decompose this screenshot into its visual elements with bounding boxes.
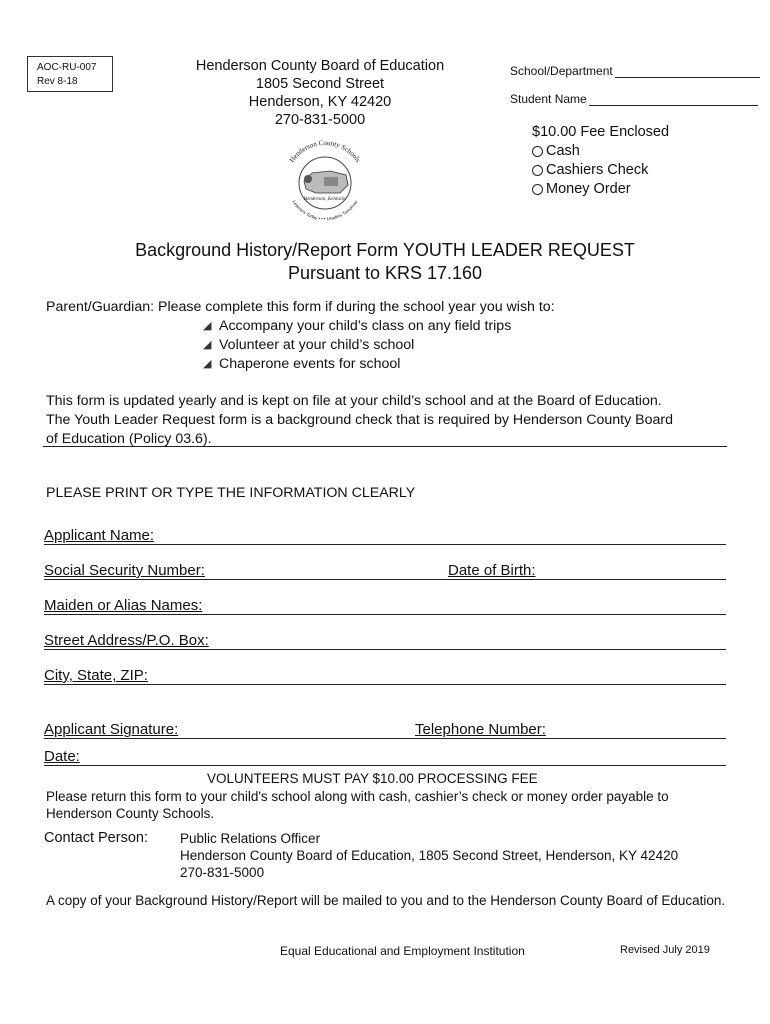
applicant-signature-label: Applicant Signature: (44, 721, 179, 738)
contact-label: Contact Person: (44, 830, 148, 846)
bullet-item: ◢ Chaperone events for school (203, 356, 401, 372)
city-state-zip-label: City, State, ZIP: (44, 667, 148, 684)
applicant-name-label: Applicant Name: (44, 527, 155, 544)
dob-label: Date of Birth: (448, 562, 536, 579)
form-code-box (27, 56, 113, 92)
school-seal-logo (270, 131, 380, 231)
contact-address: Henderson County Board of Education, 1805 Second Street, Henderson, KY 42420 (180, 848, 679, 863)
fee-option-cashiers-check[interactable]: Cashiers Check (532, 161, 669, 180)
radio-icon[interactable] (532, 146, 543, 157)
form-title (0, 239, 770, 285)
maiden-name-label: Maiden or Alias Names: (44, 597, 203, 614)
contact-details (180, 830, 678, 881)
svg-text:Henderson County Schools (288, 139, 362, 164)
ssn-field[interactable] (44, 562, 726, 580)
telephone-label: Telephone Number: (415, 721, 546, 738)
street-address-field[interactable] (44, 632, 726, 650)
contact-name: Public Relations Officer (180, 831, 321, 846)
school-department-label: School/Department (510, 64, 613, 78)
school-department-field[interactable] (510, 64, 760, 78)
seal-bottom-text: Learners Today • • • Leaders Tomorrow (291, 199, 359, 222)
fee-option-money-order[interactable]: Money Order (532, 180, 669, 199)
date-field[interactable] (44, 748, 726, 766)
contact-phone: 270-831-5000 (180, 865, 265, 880)
intro-lead: Parent/Guardian: Please complete this form if during the school year you wish to: (46, 299, 555, 315)
applicant-signature-field[interactable] (44, 721, 726, 739)
fee-notice: VOLUNTEERS MUST PAY $10.00 PROCESSING FEE (207, 771, 538, 786)
street-address-label: Street Address/P.O. Box: (44, 632, 209, 649)
seal-middle-text: Henderson, Kentucky (303, 197, 347, 202)
applicant-name-field[interactable] (44, 527, 726, 545)
svg-text:Learners Today • • • Leaders T (291, 199, 358, 221)
fee-heading: $10.00 Fee Enclosed (532, 124, 670, 140)
radio-icon[interactable] (532, 165, 543, 176)
bullet-item: ◢ Accompany your child’s class on any field trips (203, 318, 512, 334)
fee-section (532, 123, 669, 199)
intro-body: This form is updated yearly and is kept on file at your child’s school and at the Board of Education. The Youth Leader Request form is a background check that is required by Henderson County Board of Education (Policy 03.6). (46, 393, 673, 447)
org-phone: 270-831-5000 (274, 112, 366, 128)
org-street: 1805 Second Street (255, 76, 385, 92)
intro-section (46, 298, 746, 374)
org-name: Henderson County Board of Education (195, 58, 445, 74)
form-code: AOC-RU-007 (37, 62, 97, 73)
fee-option-cash[interactable]: Cash (532, 142, 669, 161)
print-instruction: PLEASE PRINT OR TYPE THE INFORMATION CLEARLY (46, 485, 416, 501)
form-title-line1: Background History/Report Form YOUTH LEADER REQUEST (135, 240, 635, 260)
form-title-line2: Pursuant to KRS 17.160 (287, 263, 483, 283)
bullet-icon: ◢ (203, 339, 212, 351)
maiden-name-field[interactable] (44, 597, 726, 615)
seal-top-text: Henderson County Schools (287, 138, 363, 164)
org-city: Henderson, KY 42420 (248, 94, 392, 110)
footer-revised: Revised July 2019 (620, 944, 710, 956)
radio-icon[interactable] (532, 184, 543, 195)
city-state-zip-field[interactable] (44, 667, 726, 685)
copy-note: A copy of your Background History/Report will be mailed to you and to the Henderson County Board of Education. (46, 893, 726, 908)
bullet-icon: ◢ (203, 358, 212, 370)
divider (43, 446, 727, 447)
date-label: Date: (44, 748, 80, 765)
bullet-icon: ◢ (203, 320, 212, 332)
bullet-item: ◢ Volunteer at your child’s school (203, 337, 415, 353)
org-header (170, 57, 470, 129)
student-name-label: Student Name (510, 92, 587, 106)
ssn-label: Social Security Number: (44, 562, 205, 579)
student-name-field[interactable] (510, 92, 758, 106)
form-revision: Rev 8-18 (37, 76, 78, 87)
footer-equal-opportunity: Equal Educational and Employment Institution (280, 944, 525, 958)
return-instructions: Please return this form to your child's school along with cash, cashier’s check or money order payable to Henderson County Schools. (46, 789, 669, 821)
